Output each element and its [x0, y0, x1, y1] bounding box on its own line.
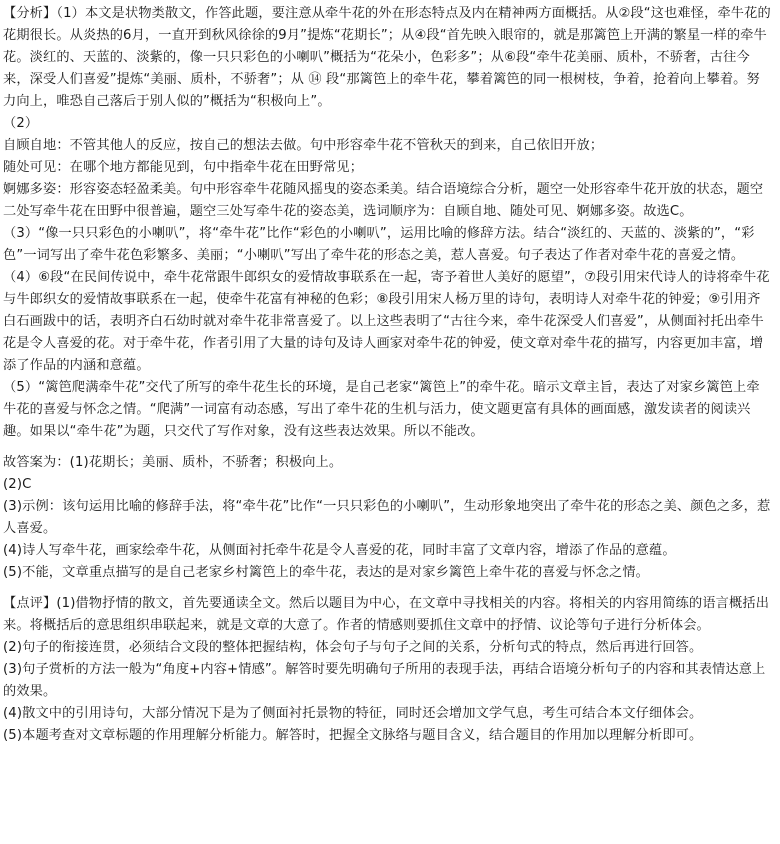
spacer: [3, 443, 772, 452]
answers-intro: 故答案为：(1)花期长；美丽、质朴，不骄奢；积极向上。: [3, 455, 343, 470]
analysis-paragraph-5: 婀娜多姿：形容姿态轻盈柔美。句中形容牵牛花随风摇曳的姿态柔美。结合语境综合分析，题空一处形容牵牛花开放的状态，题空二处写牵牛花在田野中很普遍，题空三处写牵牛花的姿态美，选词顺序为：自顾自地、随处可见、婀娜多姿。故选C。: [3, 182, 764, 219]
analysis-paragraph-2: （2）: [3, 116, 39, 131]
comment-text-1: (1)借物抒情的散文，首先要通读全文。然后以题目为中心，在文章中寻找相关的内容。将相关的内容用简练的语言概括出来。将概括后的意思组织串联起来，就是文章的大意了。作者的情感则要抓住文章中的抒情、议论等句子进行分析体会。: [3, 596, 770, 633]
analysis-paragraph-6: （3）“像一只只彩色的小喇叭”，将“牵牛花”比作“彩色的小喇叭”，运用比喻的修辞方法。结合“淡红的、天蓝的、淡紫的”，“彩色”一词写出了牵牛花色彩繁多、美丽；“小喇叭”写出了牵牛花的形态之美，惹人喜爱。句子表达了作者对牵牛花的喜爱之情。: [3, 226, 755, 263]
comment-item-4: (4)散文中的引用诗句，大部分情况下是为了侧面衬托景物的特征，同时还会增加文学气息，考生可结合本文仔细体会。: [3, 706, 703, 721]
comment-section: [3, 593, 772, 747]
analysis-heading: 【分析】: [3, 6, 57, 21]
analysis-paragraph-1: [3, 3, 772, 113]
analysis-section: [3, 3, 772, 443]
comment-paragraph-1: [3, 593, 772, 637]
answers-section: [3, 452, 772, 584]
analysis-paragraph-7: （4）⑥段“在民间传说中，牵牛花常跟牛郎织女的爱情故事联系在一起，寄予着世人美好的愿望”，⑦段引用宋代诗人的诗将牵牛花与牛郎织女的爱情故事联系在一起，使牵牛花富有神秘的色彩；⑧段引用宋人杨万里的诗句，表明诗人对牵牛花的钟爱；⑨引用齐白石画跋中的话，表明齐白石幼时就对牵牛花非常喜爱了。以上这些表明了“古往今来，牵牛花深受人们喜爱”，从侧面衬托出牵牛花是令人喜爱的花。对于牵牛花，作者引用了大量的诗句及诗人画家对牵牛花的钟爱，使文章对牵牛花的描写，内容更加丰富，增添了作品的内涵和意蕴。: [3, 270, 770, 373]
spacer: [3, 584, 772, 593]
answer-item-3: (3)示例：该句运用比喻的修辞手法，将“牵牛花”比作“一只只彩色的小喇叭”，生动形象地突出了牵牛花的形态之美、颜色之多，惹人喜爱。: [3, 499, 771, 536]
answer-item-5: (5)不能，文章重点描写的是自己老家乡村篱笆上的牵牛花，表达的是对家乡篱笆上牵牛花的喜爱与怀念之情。: [3, 565, 649, 580]
answer-item-2: (2)C: [3, 477, 32, 492]
comment-item-2: (2)句子的衔接连贯，必须结合文段的整体把握结构，体会句子与句子之间的关系，分析句式的特点，然后再进行回答。: [3, 640, 703, 655]
comment-item-3: (3)句子赏析的方法一般为“角度+内容+情感”。解答时要先明确句子所用的表现手法，再结合语境分析句子的内容和其表情达意上的效果。: [3, 662, 766, 699]
comment-item-5: (5)本题考查对文章标题的作用理解分析能力。解答时，把握全文脉络与题目含义，结合题目的作用加以理解分析即可。: [3, 728, 703, 743]
analysis-text-1: （1）本文是状物类散文，作答此题，要注意从牵牛花的外在形态特点及内在精神两方面概括。从②段“这也难怪，牵牛花的花期很长。从炎热的6月，一直开到秋风徐徐的9月”提炼“花期长”；从④段“首先映入眼帘的，就是那篱笆上开满的繁星一样的牵牛花。淡红的、天蓝的、淡紫的，像一只只彩色的小喇叭”概括为“花朵小，色彩多”；从⑥段“牵牛花美丽、质朴，不骄奢，古往今来，深受人们喜爱”提炼“美丽、质朴，不骄奢”；从 ⑭ 段“那篱笆上的牵牛花，攀着篱笆的同一根树枝，争着，抢着向上攀着。努力向上，唯恐自己落后于别人似的”概括为“积极向上”。: [3, 6, 771, 109]
analysis-paragraph-8: （5）“篱笆爬满牵牛花”交代了所写的牵牛花生长的环境，是自己老家“篱笆上”的牵牛花。暗示文章主旨，表达了对家乡篱笆上牵牛花的喜爱与怀念之情。“爬满”一词富有动态感，写出了牵牛花的生机与活力，使文题更富有具体的画面感，激发读者的阅读兴趣。如果以“牵牛花”为题，只交代了写作对象，没有这些表达效果。所以不能改。: [3, 380, 760, 439]
answer-item-4: (4)诗人写牵牛花，画家绘牵牛花，从侧面衬托牵牛花是令人喜爱的花，同时丰富了文章内容，增添了作品的意蕴。: [3, 543, 676, 558]
analysis-paragraph-4: 随处可见：在哪个地方都能见到，句中指牵牛花在田野常见；: [3, 160, 364, 175]
analysis-paragraph-3: 自顾自地：不管其他人的反应，按自己的想法去做。句中形容牵牛花不管秋天的到来，自己依旧开放；: [3, 138, 604, 153]
comment-heading: 【点评】: [3, 596, 57, 611]
